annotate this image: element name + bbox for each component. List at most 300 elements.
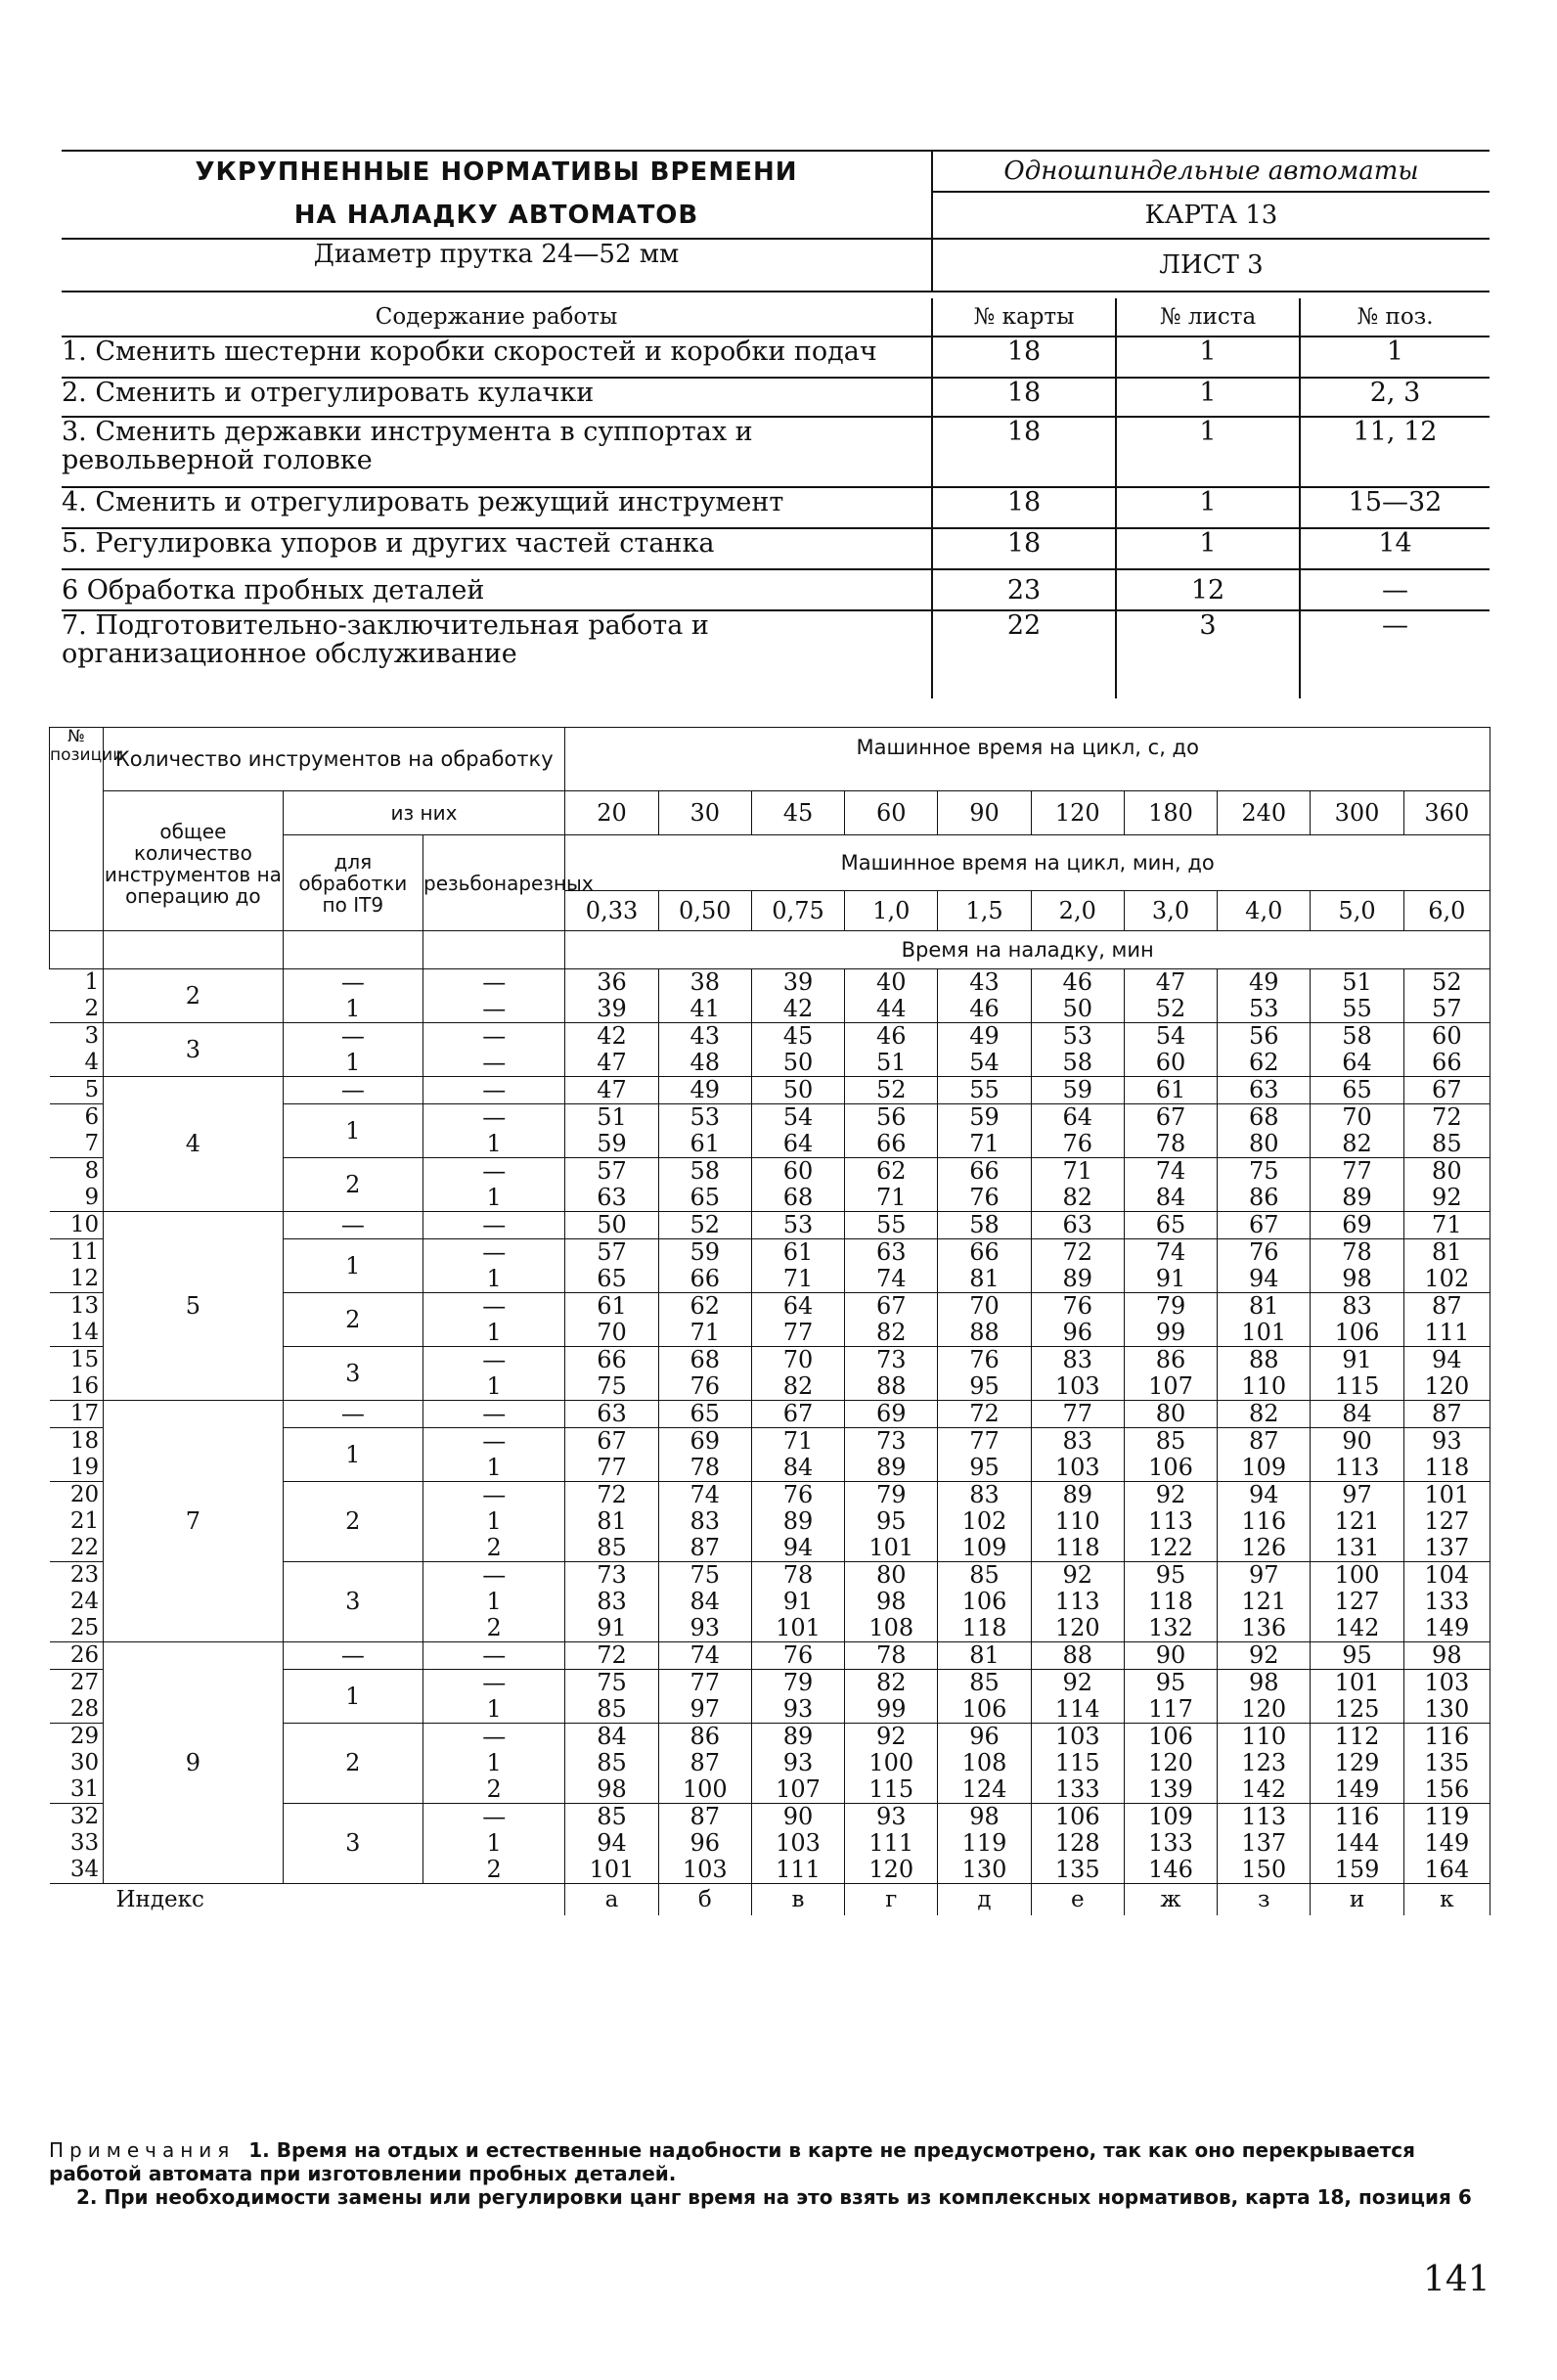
setup-time-value: 115	[1054, 1749, 1100, 1776]
position-number: 5	[84, 1077, 100, 1102]
thread-value: —	[482, 1211, 507, 1238]
note-1: 1. Время на отдых и естественные надобности в карте не предусмотрено, так как оно перекрывается работой автомата при изготовлении пробных деталей.	[49, 2138, 1415, 2185]
setup-time-cell	[1218, 1104, 1311, 1158]
position-cell	[50, 1562, 104, 1642]
thread-cell	[423, 1482, 565, 1562]
setup-time-cell	[565, 1562, 658, 1642]
setup-time-cell	[1403, 1804, 1490, 1884]
setup-time-value: 49	[1248, 968, 1279, 996]
setup-time-cell	[751, 969, 844, 1023]
setup-time-value: 89	[1062, 1265, 1093, 1292]
setup-time-cell	[845, 1239, 938, 1293]
setup-time-value: 133	[1148, 1829, 1193, 1857]
it9-value: —	[340, 968, 365, 996]
setup-time-cell	[658, 1482, 751, 1562]
thread-value: 1	[486, 1265, 502, 1292]
col-it9-header: для обработки по IT9	[283, 835, 423, 931]
setup-time-value: 68	[690, 1346, 721, 1373]
setup-time-cell	[845, 1212, 938, 1239]
position-number: 19	[69, 1455, 100, 1480]
setup-time-cell	[1124, 1562, 1217, 1642]
position-number: 20	[69, 1482, 100, 1507]
setup-time-value: 88	[969, 1319, 1000, 1346]
setup-time-value: 111	[776, 1856, 821, 1883]
setup-time-value: 118	[1424, 1454, 1470, 1481]
setup-time-cell	[1218, 1482, 1311, 1562]
setup-time-value: 87	[1432, 1292, 1462, 1320]
setup-time-cell	[938, 1562, 1031, 1642]
index-cell: а	[565, 1884, 658, 1916]
setup-time-cell	[565, 1158, 658, 1212]
setup-time-cell	[1124, 1347, 1217, 1401]
setup-time-value: 67	[1432, 1076, 1462, 1103]
setup-time-value: 46	[875, 1022, 907, 1050]
setup-time-cell	[751, 1077, 844, 1104]
setup-time-value: 137	[1241, 1829, 1287, 1857]
setup-time-cell	[1031, 1023, 1124, 1077]
sheet-number: ЛИСТ 3	[932, 239, 1490, 292]
setup-time-value: 65	[690, 1400, 721, 1427]
it9-value: —	[340, 1211, 365, 1238]
col-content: Содержание работы	[62, 298, 932, 337]
index-label: Индекс	[50, 1884, 565, 1916]
setup-time-cell	[565, 1428, 658, 1482]
setup-time-cell	[1124, 1670, 1217, 1724]
total-tools-cell: 7	[104, 1401, 283, 1642]
thread-value: —	[482, 1103, 507, 1131]
setup-time-value: 36	[597, 968, 627, 996]
position-cell	[50, 1428, 104, 1482]
setup-time-value: 99	[875, 1695, 907, 1723]
setup-time-value: 67	[782, 1400, 814, 1427]
setup-time-value: 132	[1148, 1614, 1193, 1641]
thread-value: —	[482, 968, 507, 996]
op-sheet: 1	[1116, 417, 1300, 487]
setup-time-value: 55	[1342, 995, 1372, 1022]
setup-time-value: 101	[776, 1614, 821, 1641]
setup-time-cell	[1218, 1562, 1311, 1642]
setup-time-value: 92	[1248, 1641, 1279, 1669]
setup-time-value: 66	[969, 1157, 1000, 1185]
index-cell: в	[751, 1884, 844, 1916]
setup-time-value: 86	[1248, 1184, 1279, 1211]
setup-time-value: 79	[875, 1481, 907, 1508]
it9-value: —	[340, 1641, 365, 1669]
position-number: 27	[69, 1670, 100, 1695]
setup-time-value: 49	[969, 1022, 1000, 1050]
setup-time-value: 72	[597, 1481, 627, 1508]
setup-time-value: 129	[1334, 1749, 1380, 1776]
setup-time-value: 89	[782, 1723, 814, 1750]
it9-value: 3	[345, 1588, 361, 1615]
setup-time-cell	[751, 1562, 844, 1642]
setup-time-cell	[565, 1670, 658, 1724]
index-cell: е	[1031, 1884, 1124, 1916]
position-cell	[50, 1212, 104, 1239]
setup-time-value: 46	[1062, 968, 1093, 996]
setup-time-cell	[1311, 1077, 1403, 1104]
machine-time-min-header: Машинное время на цикл, мин, до	[565, 835, 1490, 891]
minutes-cell: 0,33	[565, 891, 658, 931]
position-number: 30	[69, 1750, 100, 1775]
position-number: 32	[69, 1804, 100, 1829]
setup-time-header: Время на наладку, мин	[565, 931, 1490, 969]
op-card: 18	[932, 417, 1116, 487]
setup-time-value: 130	[961, 1856, 1007, 1883]
op-row	[62, 610, 1490, 698]
it9-value: 2	[345, 1170, 361, 1198]
setup-time-cell	[1403, 1428, 1490, 1482]
op-sheet: 12	[1116, 569, 1300, 610]
position-cell	[50, 1670, 104, 1724]
thread-value: 1	[486, 1184, 502, 1211]
setup-time-value: 76	[1062, 1130, 1093, 1157]
table-row	[50, 1212, 1490, 1239]
setup-time-value: 99	[1155, 1319, 1186, 1346]
setup-time-value: 67	[1155, 1103, 1186, 1131]
thread-value: 1	[486, 1588, 502, 1615]
thread-value: —	[482, 1238, 507, 1266]
setup-time-value: 89	[875, 1454, 907, 1481]
setup-time-cell	[751, 1212, 844, 1239]
setup-time-cell	[845, 969, 938, 1023]
setup-time-value: 78	[690, 1454, 721, 1481]
setup-time-value: 67	[1248, 1211, 1279, 1238]
index-cell: б	[658, 1884, 751, 1916]
setup-time-value: 82	[875, 1669, 907, 1696]
setup-time-value: 71	[782, 1265, 814, 1292]
setup-time-value: 43	[690, 1022, 721, 1050]
setup-time-value: 88	[875, 1372, 907, 1400]
setup-time-cell	[1031, 1347, 1124, 1401]
it9-cell	[283, 1023, 423, 1077]
setup-time-value: 126	[1241, 1534, 1287, 1561]
op-text: 5. Регулировка упоров и других частей станка	[62, 528, 932, 569]
setup-time-cell	[1403, 1562, 1490, 1642]
setup-time-value: 95	[1155, 1669, 1186, 1696]
setup-time-value: 93	[782, 1749, 814, 1776]
thread-value: 1	[486, 1130, 502, 1157]
position-cell	[50, 1158, 104, 1212]
setup-time-value: 95	[1155, 1561, 1186, 1589]
thread-value: 2	[486, 1534, 502, 1561]
setup-time-value: 156	[1424, 1775, 1470, 1803]
setup-time-value: 57	[597, 1157, 627, 1185]
setup-time-cell	[938, 1239, 1031, 1293]
it9-value: 1	[345, 1251, 361, 1280]
col-pos: № поз.	[1300, 298, 1490, 337]
setup-time-value: 127	[1334, 1588, 1380, 1615]
setup-time-cell	[658, 1562, 751, 1642]
setup-time-value: 91	[782, 1588, 814, 1615]
total-tools-cell: 2	[104, 969, 283, 1023]
setup-time-cell	[845, 1077, 938, 1104]
setup-time-value: 54	[1155, 1022, 1186, 1050]
setup-time-value: 76	[782, 1481, 814, 1508]
setup-time-cell	[1218, 1428, 1311, 1482]
setup-time-cell	[565, 969, 658, 1023]
setup-time-value: 83	[1062, 1427, 1093, 1455]
setup-time-cell	[938, 1670, 1031, 1724]
setup-time-value: 74	[875, 1265, 907, 1292]
total-tools-cell: 4	[104, 1077, 283, 1212]
thread-cell	[423, 1077, 565, 1104]
setup-time-cell	[938, 1642, 1031, 1670]
position-number: 21	[69, 1508, 100, 1534]
page-number: 141	[1423, 2260, 1490, 2300]
total-tools-cell: 3	[104, 1023, 283, 1077]
it9-cell	[283, 1293, 423, 1347]
setup-time-value: 103	[682, 1856, 728, 1883]
setup-time-cell	[658, 969, 751, 1023]
setup-time-value: 93	[875, 1803, 907, 1830]
setup-time-cell	[565, 1239, 658, 1293]
op-card: 22	[932, 610, 1116, 698]
thread-cell	[423, 1401, 565, 1428]
minutes-cell: 5,0	[1311, 891, 1403, 931]
setup-time-value: 55	[875, 1211, 907, 1238]
position-number: 16	[69, 1373, 100, 1399]
setup-time-value: 41	[690, 995, 721, 1022]
setup-time-value: 118	[1054, 1534, 1100, 1561]
seconds-cell: 30	[658, 791, 751, 835]
setup-time-value: 108	[961, 1749, 1007, 1776]
setup-time-cell	[1403, 1239, 1490, 1293]
setup-time-value: 71	[1062, 1157, 1093, 1185]
thread-value: —	[482, 1049, 507, 1076]
setup-time-value: 75	[690, 1561, 721, 1589]
setup-time-value: 50	[597, 1211, 627, 1238]
setup-time-cell	[1403, 1293, 1490, 1347]
setup-time-cell	[1031, 1293, 1124, 1347]
op-text: 6 Обработка пробных деталей	[62, 569, 932, 610]
setup-time-value: 59	[969, 1103, 1000, 1131]
setup-time-cell	[1031, 1077, 1124, 1104]
op-pos: —	[1300, 610, 1490, 698]
setup-time-cell	[1311, 1642, 1403, 1670]
thread-value: —	[482, 1481, 507, 1508]
minutes-cell: 1,0	[845, 891, 938, 931]
setup-time-cell	[1311, 1158, 1403, 1212]
position-number: 33	[69, 1830, 100, 1856]
op-row	[62, 417, 1490, 487]
setup-time-value: 90	[1342, 1427, 1372, 1455]
setup-time-value: 149	[1334, 1775, 1380, 1803]
setup-time-cell	[658, 1293, 751, 1347]
setup-time-value: 69	[690, 1427, 721, 1455]
setup-time-value: 80	[1432, 1157, 1462, 1185]
setup-time-value: 104	[1424, 1561, 1470, 1589]
setup-time-cell	[565, 1347, 658, 1401]
setup-time-cell	[565, 1293, 658, 1347]
setup-time-value: 92	[1062, 1669, 1093, 1696]
thread-value: —	[482, 995, 507, 1022]
setup-time-value: 92	[1432, 1184, 1462, 1211]
setup-time-value: 123	[1241, 1749, 1287, 1776]
card-header	[62, 150, 1490, 292]
setup-time-cell	[1403, 1724, 1490, 1804]
thread-value: 2	[486, 1856, 502, 1883]
col-thread-header: резьбонарезных	[423, 835, 565, 931]
setup-time-cell	[1031, 1642, 1124, 1670]
setup-time-cell	[1311, 1212, 1403, 1239]
setup-time-value: 101	[1241, 1319, 1287, 1346]
setup-time-value: 101	[868, 1534, 914, 1561]
position-number: 7	[84, 1131, 100, 1156]
it9-value: 1	[345, 1440, 361, 1468]
setup-time-value: 149	[1424, 1829, 1470, 1857]
it9-value: 1	[345, 995, 361, 1022]
setup-time-value: 83	[690, 1507, 721, 1535]
setup-time-value: 74	[1155, 1157, 1186, 1185]
setup-time-value: 59	[597, 1130, 627, 1157]
setup-time-cell	[751, 1023, 844, 1077]
it9-value: —	[340, 1076, 365, 1103]
setup-time-value: 87	[1248, 1427, 1279, 1455]
title-line1: УКРУПНЕННЫЕ НОРМАТИВЫ ВРЕМЕНИ	[62, 151, 932, 192]
setup-time-value: 51	[597, 1103, 627, 1131]
setup-time-cell	[1311, 1293, 1403, 1347]
setup-time-value: 101	[1334, 1669, 1380, 1696]
setup-time-cell	[845, 1347, 938, 1401]
setup-time-cell	[1218, 1642, 1311, 1670]
setup-time-value: 91	[597, 1614, 627, 1641]
setup-time-value: 135	[1424, 1749, 1470, 1776]
setup-time-value: 77	[597, 1454, 627, 1481]
setup-time-cell	[845, 1023, 938, 1077]
setup-time-value: 53	[782, 1211, 814, 1238]
setup-time-value: 89	[1062, 1481, 1093, 1508]
setup-time-cell	[1218, 1804, 1311, 1884]
setup-time-value: 91	[1155, 1265, 1186, 1292]
setup-time-value: 75	[597, 1669, 627, 1696]
col-total-tools-header: общее количество инструментов на операцию до	[104, 791, 283, 931]
it9-value: —	[340, 1022, 365, 1050]
setup-time-cell	[938, 1104, 1031, 1158]
it9-cell	[283, 969, 423, 1023]
setup-time-value: 112	[1334, 1723, 1380, 1750]
setup-time-cell	[938, 1347, 1031, 1401]
op-sheet: 3	[1116, 610, 1300, 698]
setup-time-value: 125	[1334, 1695, 1380, 1723]
setup-time-value: 54	[969, 1049, 1000, 1076]
setup-time-value: 70	[1342, 1103, 1372, 1131]
setup-time-cell	[1124, 1293, 1217, 1347]
setup-time-value: 73	[875, 1346, 907, 1373]
seconds-cell: 120	[1031, 791, 1124, 835]
setup-time-cell	[751, 1104, 844, 1158]
setup-time-value: 50	[782, 1049, 814, 1076]
setup-time-value: 64	[782, 1292, 814, 1320]
setup-time-value: 81	[1248, 1292, 1279, 1320]
setup-time-value: 57	[1432, 995, 1462, 1022]
setup-time-value: 98	[1248, 1669, 1279, 1696]
setup-time-value: 53	[690, 1103, 721, 1131]
setup-time-value: 82	[875, 1319, 907, 1346]
thread-value: —	[482, 1076, 507, 1103]
position-cell	[50, 969, 104, 1023]
setup-time-value: 96	[1062, 1319, 1093, 1346]
setup-time-value: 70	[969, 1292, 1000, 1320]
setup-time-cell	[1124, 1724, 1217, 1804]
setup-time-cell	[1403, 1642, 1490, 1670]
setup-time-cell	[658, 1401, 751, 1428]
setup-time-value: 106	[961, 1588, 1007, 1615]
setup-time-value: 85	[1432, 1130, 1462, 1157]
it9-value: —	[340, 1400, 365, 1427]
setup-time-cell	[1124, 1804, 1217, 1884]
setup-time-cell	[1031, 1482, 1124, 1562]
setup-time-cell	[845, 1482, 938, 1562]
setup-time-cell	[938, 1724, 1031, 1804]
setup-time-value: 89	[1342, 1184, 1372, 1211]
setup-time-value: 76	[782, 1641, 814, 1669]
index-cell: и	[1311, 1884, 1403, 1916]
setup-time-value: 87	[690, 1534, 721, 1561]
thread-value: —	[482, 1292, 507, 1320]
setup-time-cell	[751, 1642, 844, 1670]
setup-time-cell	[658, 1158, 751, 1212]
setup-time-value: 81	[969, 1265, 1000, 1292]
setup-time-value: 62	[875, 1157, 907, 1185]
setup-time-value: 50	[1062, 995, 1093, 1022]
thread-value: —	[482, 1346, 507, 1373]
setup-time-value: 85	[597, 1534, 627, 1561]
op-text: 1. Сменить шестерни коробки скоростей и коробки подач	[62, 337, 932, 378]
it9-cell	[283, 1642, 423, 1670]
setup-time-cell	[1218, 1670, 1311, 1724]
setup-time-cell	[658, 1347, 751, 1401]
setup-time-value: 44	[875, 995, 907, 1022]
setup-time-value: 66	[1432, 1049, 1462, 1076]
setup-time-cell	[1218, 1077, 1311, 1104]
setup-time-value: 66	[597, 1346, 627, 1373]
setup-time-value: 81	[1432, 1238, 1462, 1266]
setup-time-value: 113	[1334, 1454, 1380, 1481]
setup-time-value: 66	[690, 1265, 721, 1292]
setup-time-value: 109	[1148, 1803, 1193, 1830]
setup-time-value: 108	[868, 1614, 914, 1641]
thread-cell	[423, 1023, 565, 1077]
position-cell	[50, 1724, 104, 1804]
op-text: 2. Сменить и отрегулировать кулачки	[62, 378, 932, 417]
setup-time-value: 95	[875, 1507, 907, 1535]
position-number: 18	[69, 1428, 100, 1454]
setup-time-value: 40	[875, 968, 907, 996]
position-number: 24	[69, 1589, 100, 1614]
setup-time-value: 63	[1062, 1211, 1093, 1238]
setup-time-value: 39	[782, 968, 814, 996]
thread-value: 1	[486, 1454, 502, 1481]
setup-time-value: 80	[1248, 1130, 1279, 1157]
setup-time-value: 100	[868, 1749, 914, 1776]
op-card: 18	[932, 528, 1116, 569]
minutes-cell: 2,0	[1031, 891, 1124, 931]
it9-value: 3	[345, 1359, 361, 1387]
setup-time-value: 73	[597, 1561, 627, 1589]
setup-time-value: 124	[961, 1775, 1007, 1803]
setup-time-value: 58	[690, 1157, 721, 1185]
setup-time-value: 110	[1241, 1372, 1287, 1400]
setup-time-value: 120	[1424, 1372, 1470, 1400]
note-2: 2. При необходимости замены или регулировки цанг время на это взять из комплексных нормативов, карта 18, позиция 6	[76, 2185, 1472, 2209]
setup-time-value: 97	[690, 1695, 721, 1723]
setup-time-value: 119	[961, 1829, 1007, 1857]
setup-time-value: 95	[969, 1372, 1000, 1400]
setup-time-cell	[1031, 1212, 1124, 1239]
setup-time-value: 69	[875, 1400, 907, 1427]
setup-time-value: 71	[875, 1184, 907, 1211]
